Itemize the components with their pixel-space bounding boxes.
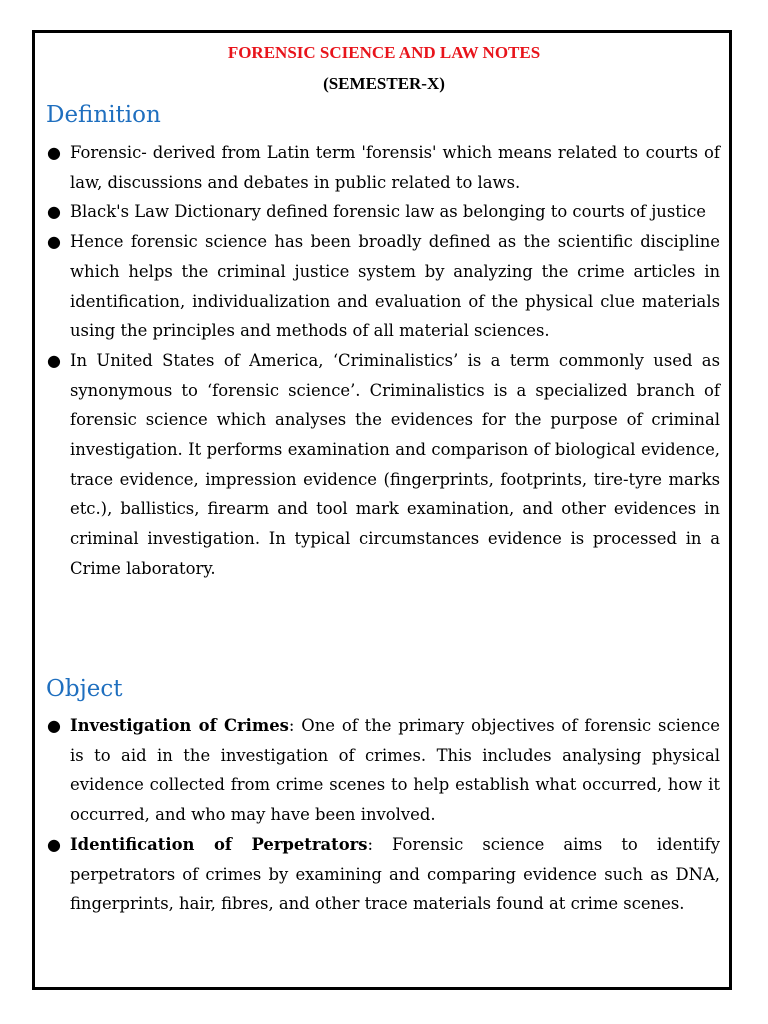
- definition-bullet-text: In United States of America, ‘Criminalistics’ is a term commonly used as synonymous to ‘forensic science’. Criminalistics is a specialized branch of forensic science which analyses the evidences for the purpose of criminal investigation. It performs examination and comparison of biological evidence, trace evidence, impression evidence (fingerprints, footprints, tire-tyre marks etc.), ballistics, firearm and tool mark examination, and other evidences in criminal investigation. In typical circumstances evidence is processed in a Crime laboratory.: [70, 350, 720, 578]
- definition-bullet-text: Black's Law Dictionary defined forensic law as belonging to courts of justice: [70, 202, 706, 222]
- object-term: Identification of Perpetrators: [70, 834, 368, 854]
- bullet-icon: ●: [47, 716, 61, 735]
- object-description: : One of the primary objectives of forensic science is to aid in the investigation of crimes. This includes analysing physical evidence collected from crime scenes to help establish what occurred, how it occurred, and who may have been involved.: [70, 716, 721, 825]
- definition-bullet-text: Forensic- derived from Latin term 'forensis' which means related to courts of law, discussions and debates in public related to laws.: [70, 143, 720, 192]
- object-list: [0, 711, 720, 919]
- document-title: FORENSIC SCIENCE AND LAW NOTES: [227, 43, 541, 62]
- object-term: Investigation of Crimes: [70, 716, 289, 735]
- list-item: [0, 711, 720, 830]
- bullet-icon: ●: [47, 350, 61, 370]
- definition-heading: Definition: [46, 102, 161, 128]
- bullet-icon: ●: [47, 143, 61, 162]
- list-item: [0, 227, 720, 346]
- list-item: [0, 197, 720, 227]
- object-bullet-text: [70, 830, 720, 919]
- bullet-icon: ●: [47, 202, 61, 222]
- object-heading: Object: [46, 676, 123, 702]
- list-item: [0, 346, 720, 584]
- bullet-icon: ●: [47, 232, 61, 252]
- definition-list: [0, 138, 720, 584]
- bullet-icon: ●: [47, 834, 61, 854]
- definition-bullet-text: Hence forensic science has been broadly defined as the scientific discipline which helps the criminal justice system by analyzing the crime articles in identification, individualization and evaluation of the physical clue materials using the principles and methods of all material sciences.: [70, 232, 720, 341]
- object-bullet-text: [70, 711, 720, 830]
- list-item: [0, 138, 720, 197]
- document-subtitle: (SEMESTER-X): [323, 74, 445, 93]
- object-description: : Forensic science aims to identify perpetrators of crimes by examining and comparing evidence such as DNA, fingerprints, hair, fibres, and other trace materials found at crime scenes.: [70, 834, 720, 914]
- list-item: [0, 830, 720, 919]
